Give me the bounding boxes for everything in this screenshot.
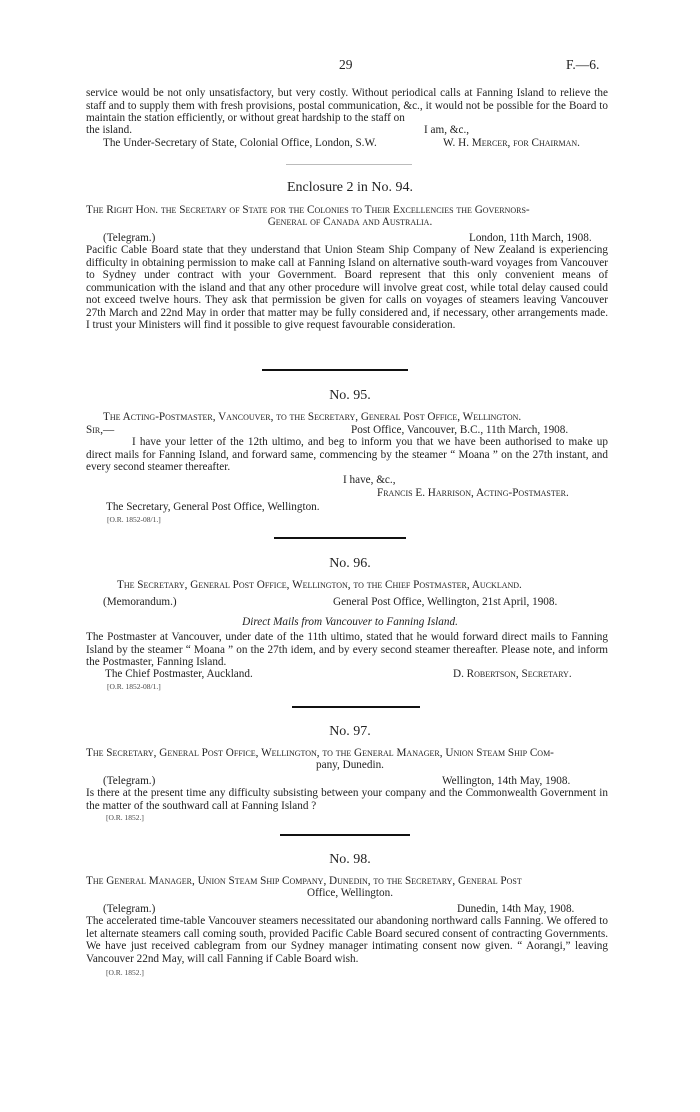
enclosure-body: Pacific Cable Board state that they understand that Union Steam Ship Company of New Zealand is experiencing difficulty in obtaining permission to make call at Fanning Island on alternative south-ward voyages from Vancouver to Sydney under contract with your Government. Board represent that this only convenient means of communication with the island and that any other procedure will involve great cost, while total delay caused could not exceed twelve hours. They ask that permission be given for calls on voyages of steamers leaving Vancouver 27th March and 22nd May in order that matter may be fully considered and, if necessary, other arrangements made. I trust your Ministers will find it possible to give request favourable consideration. [86, 244, 608, 331]
no98-address-line1: The General Manager, Union Steam Ship Company, Dunedin, to the Secretary, General Post [86, 875, 522, 887]
no95-place-date: Post Office, Vancouver, B.C., 11th March, 1908. [351, 424, 569, 436]
rule [262, 369, 408, 371]
no98-address-line2: Office, Wellington. [307, 887, 393, 899]
no96-reference: [O.R. 1852-08/1.] [107, 682, 161, 691]
no95-heading: No. 95. [329, 388, 371, 403]
enclosure-place-date: London, 11th March, 1908. [469, 232, 592, 244]
no98-heading: No. 98. [329, 852, 371, 867]
enclosure-heading: Enclosure 2 in No. 94. [287, 180, 413, 195]
continuation-last-line: the island. [86, 124, 132, 136]
no95-reference: [O.R. 1852-08/1.] [107, 515, 161, 524]
no98-body: The accelerated time-table Vancouver steamers necessitated our abandoning northward calls Fanning. We offered to let alternate steamers call coming south, provided Pacific Cable Board secured consent of contracting Governments. We have just received cablegram from our Sydney manager intimating consent now given. “ Aorangi,” leaving Vancouver 22nd May, will call Fanning if Cable Board wish. [86, 915, 608, 965]
no97-body: Is there at the present time any difficulty subsisting between your company and the Commonwealth Government in the matter of the southward call at Fanning Island ? [86, 787, 608, 812]
no97-place-date: Wellington, 14th May, 1908. [442, 775, 571, 787]
rule [274, 537, 406, 539]
no97-heading: No. 97. [329, 724, 371, 739]
document-reference: F.—6. [566, 57, 600, 72]
no96-type: (Memorandum.) [103, 596, 177, 608]
no95-signature: Francis E. Harrison, Acting-Postmaster. [377, 487, 569, 499]
no95-addressee: The Secretary, General Post Office, Wellington. [106, 501, 320, 513]
rule [292, 706, 420, 708]
continuation-paragraph: service would be not only unsatisfactory, but very costly. Without periodical calls at Fanning Island to relieve the staff and to supply them with fresh provisions, postal communication, &c., it would not be possible for the Board to maintain the station efficiently, or without great hardship to the staff on [86, 87, 608, 124]
enclosure-address-line1: The Right Hon. the Secretary of State for the Colonies to Their Excellencies the Governors- [86, 204, 530, 216]
no98-place-date: Dunedin, 14th May, 1908. [457, 903, 575, 915]
no95-body: I have your letter of the 12th ultimo, and beg to inform you that we have been authorised to make up direct mails for Fanning Island, and forward same, commencing by the steamer “ Moana ” on the 27th instant, and every second steamer thereafter. [86, 436, 608, 473]
no97-address-line2: pany, Dunedin. [316, 759, 384, 771]
enclosure-address [86, 204, 530, 216]
no96-body: The Postmaster at Vancouver, under date of the 11th ultimo, stated that he would forward direct mails to Fanning Island by the steamer “ Moana ” on the 27th idem, and by every second steamer thereafter. Please note, and inform the Postmaster, Fanning Island. [86, 631, 608, 668]
continuation-addressee: The Under-Secretary of State, Colonial Office, London, S.W. [103, 137, 377, 149]
no96-subject: Direct Mails from Vancouver to Fanning Island. [242, 616, 458, 628]
page-number: 29 [339, 57, 353, 72]
no95-address: The Acting-Postmaster, Vancouver, to the Secretary, General Post Office, Wellington. [103, 411, 522, 423]
no97-reference: [O.R. 1852.] [106, 813, 144, 822]
no96-heading: No. 96. [329, 556, 371, 571]
continuation-closing: I am, &c., [424, 124, 470, 136]
no97-address-line1: The Secretary, General Post Office, Wellington, to the General Manager, Union Steam Ship Com- [86, 747, 554, 759]
separator [286, 164, 412, 165]
no96-address: The Secretary, General Post Office, Wellington, to the Chief Postmaster, Auckland. [117, 579, 522, 591]
no95-closing: I have, &c., [343, 474, 396, 486]
no98-type: (Telegram.) [103, 903, 156, 915]
enclosure-address-line2: General of Canada and Australia. [267, 216, 433, 228]
no96-place-date: General Post Office, Wellington, 21st April, 1908. [333, 596, 558, 608]
continuation-signature: W. H. Mercer, for Chairman. [443, 137, 580, 149]
no95-salutation: Sir,— [86, 424, 115, 436]
no96-addressee: The Chief Postmaster, Auckland. [105, 668, 253, 680]
no97-type: (Telegram.) [103, 775, 156, 787]
enclosure-type: (Telegram.) [103, 232, 156, 244]
rule [280, 834, 410, 836]
no96-signature: D. Robertson, Secretary. [453, 668, 572, 680]
no98-reference: [O.R. 1852.] [106, 968, 144, 977]
